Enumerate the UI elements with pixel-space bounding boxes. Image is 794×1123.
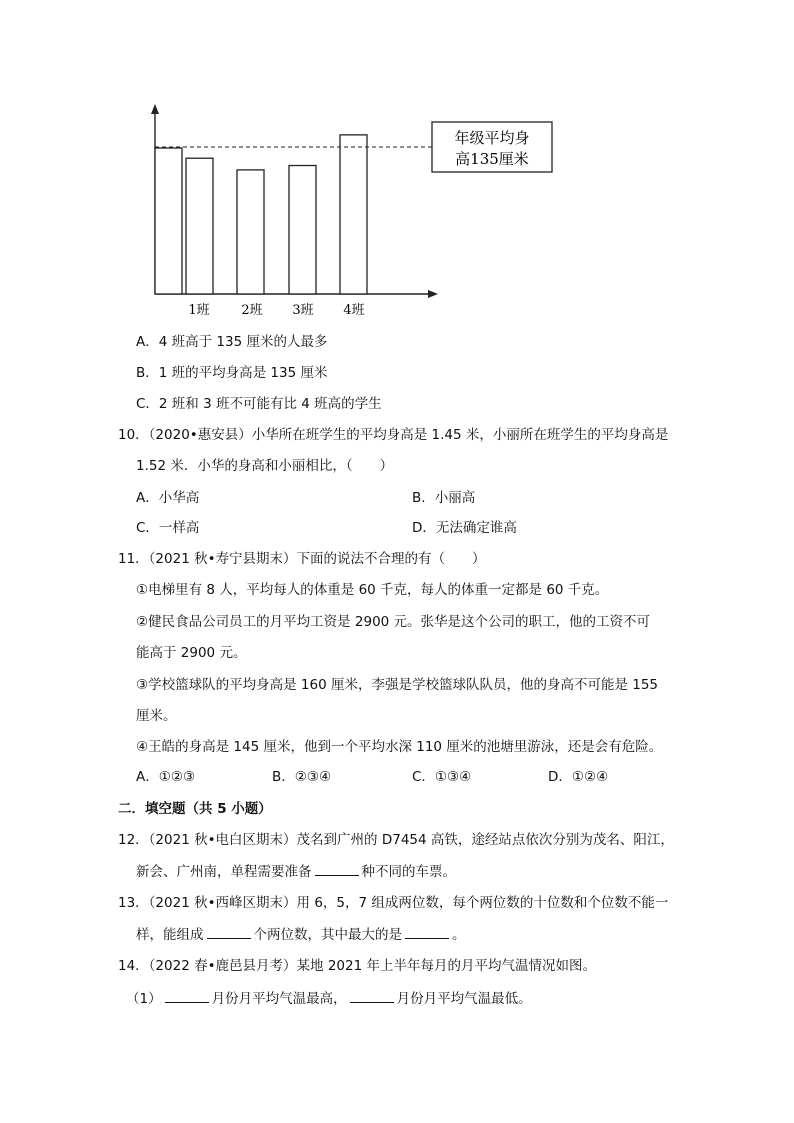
q10-line1: 10．（2020•惠安县）小华所在班学生的平均身高是 1.45 米，小丽所在班学生的平均身高是 bbox=[118, 427, 669, 443]
bar-3 bbox=[289, 166, 316, 294]
q12-line2 bbox=[136, 861, 456, 882]
q11-statement-4: ④王皓的身高是 145 厘米，他到一个平均水深 110 厘米的池塘里游泳，还是会有危险。 bbox=[136, 739, 663, 755]
q13-line1: 13．（2021 秋•西峰区期末）用 6，5，7 组成两位数，每个两位数的十位数和个位数不能一 bbox=[118, 895, 669, 911]
section-2-title: 二．填空题（共 5 小题） bbox=[118, 801, 272, 817]
q9-option-a: A．4 班高于 135 厘米的人最多 bbox=[136, 334, 328, 350]
x-label-3: 3班 bbox=[292, 303, 314, 318]
bar-2 bbox=[237, 170, 264, 294]
bar-figure-svg bbox=[140, 100, 560, 330]
q13-answer-blank-2[interactable] bbox=[405, 924, 449, 939]
y-axis-arrow bbox=[151, 104, 159, 114]
average-label-line2: 高135厘米 bbox=[455, 150, 529, 168]
q9-option-b: B．1 班的平均身高是 135 厘米 bbox=[136, 365, 328, 381]
q11-option-d: D．①②④ bbox=[548, 769, 609, 785]
q11-statement-2-line2: 能高于 2900 元。 bbox=[136, 645, 247, 661]
q13-line2-text-pre: 样，能组成 bbox=[136, 927, 204, 943]
q11-option-b: B．②③④ bbox=[272, 769, 332, 785]
x-axis-arrow bbox=[428, 290, 438, 298]
q13-line2-text-mid: 个两位数，其中最大的是 bbox=[253, 927, 402, 943]
q12-line1: 12．（2021 秋•电白区期末）茂名到广州的 D7454 高铁，途经站点依次分别为茂名、阳江， bbox=[118, 832, 674, 848]
q12-answer-blank[interactable] bbox=[315, 861, 359, 876]
q11-statement-2-line1: ②健民食品公司员工的月平均工资是 2900 元。张华是这个公司的职工，他的工资不可 bbox=[136, 614, 651, 630]
q12-line2-text-post: 种不同的车票。 bbox=[361, 864, 456, 880]
q11-statement-3-line1: ③学校篮球队的平均身高是 160 厘米，李强是学校篮球队队员，他的身高不可能是 155 bbox=[136, 677, 659, 693]
q10-option-a: A．小华高 bbox=[136, 490, 200, 506]
q11-option-a: A．①②③ bbox=[136, 769, 196, 785]
x-label-1: 1班 bbox=[188, 303, 210, 318]
x-label-4: 4班 bbox=[343, 303, 365, 318]
q9-option-c: C．2 班和 3 班不可能有比 4 班高的学生 bbox=[136, 396, 382, 412]
average-label-line1: 年级平均身 bbox=[454, 129, 530, 147]
q13-answer-blank-1[interactable] bbox=[207, 924, 251, 939]
q14-sub1-text-post: 月份月平均气温最低。 bbox=[396, 991, 532, 1007]
q10-option-b: B．小丽高 bbox=[412, 490, 476, 506]
q14-sub1 bbox=[126, 988, 532, 1009]
bar-1 bbox=[186, 158, 213, 294]
bar-4 bbox=[340, 135, 367, 294]
q13-line2 bbox=[136, 924, 466, 945]
q13-line2-text-post: 。 bbox=[452, 927, 466, 943]
q14-answer-blank-2[interactable] bbox=[350, 988, 394, 1003]
q14-sub1-text-mid: 月份月平均气温最高， bbox=[211, 991, 347, 1007]
q10-option-d: D．无法确定谁高 bbox=[412, 520, 517, 536]
bar-0 bbox=[155, 148, 182, 294]
q11-stem: 11．（2021 秋•寿宁县期末）下面的说法不合理的有（ ） bbox=[118, 551, 486, 567]
q11-statement-1: ①电梯里有 8 人，平均每人的体重是 60 千克，每人的体重一定都是 60 千克。 bbox=[136, 582, 609, 598]
q14-answer-blank-1[interactable] bbox=[165, 988, 209, 1003]
q14-sub1-text-pre: （1） bbox=[126, 991, 162, 1007]
x-label-2: 2班 bbox=[241, 303, 263, 318]
q11-statement-3-line2: 厘米。 bbox=[136, 708, 177, 724]
q12-line2-text-pre: 新会、广州南，单程需要准备 bbox=[136, 864, 312, 880]
q14-line1: 14．（2022 春•鹿邑县月考）某地 2021 年上半年每月的月平均气温情况如图。 bbox=[118, 958, 596, 974]
bar-figure bbox=[140, 100, 560, 330]
q10-line2: 1.52 米．小华的身高和小丽相比，（ ） bbox=[136, 458, 394, 474]
q10-option-c: C．一样高 bbox=[136, 520, 200, 536]
q11-option-c: C．①③④ bbox=[412, 769, 472, 785]
